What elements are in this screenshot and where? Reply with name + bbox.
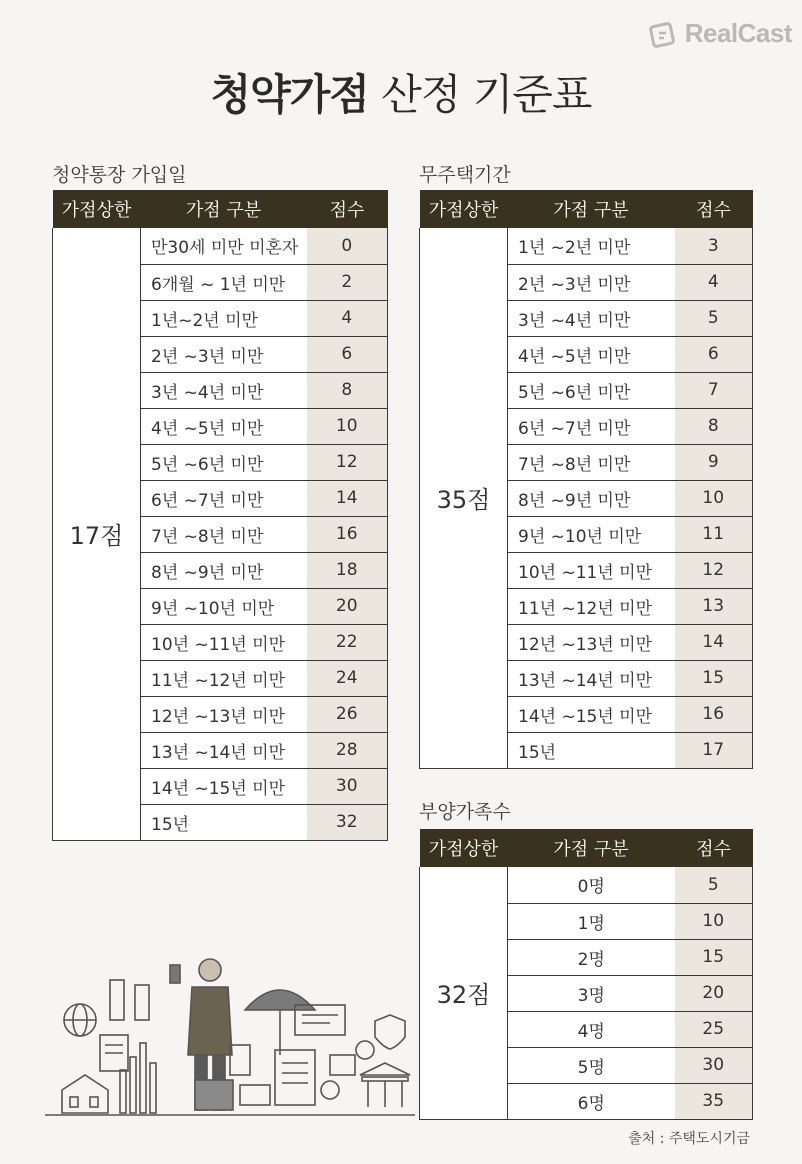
range-cell: 12년 ~13년 미만 [508, 624, 675, 660]
score-cell: 5 [675, 300, 753, 336]
header-cap: 가점상한 [420, 190, 508, 228]
range-cell: 14년 ~15년 미만 [141, 768, 307, 804]
section-label-subscription: 청약통장 가입일 [52, 164, 187, 186]
header-cap: 가점상한 [420, 829, 508, 867]
score-cell: 28 [307, 732, 388, 768]
range-cell: 6년 ~7년 미만 [508, 408, 675, 444]
subscription-table [52, 190, 388, 841]
score-cell: 10 [307, 408, 388, 444]
header-score: 점수 [675, 829, 753, 867]
table-row [420, 228, 753, 264]
score-cell: 7 [675, 372, 753, 408]
score-cap: 35점 [420, 228, 508, 768]
range-cell: 2년 ~3년 미만 [508, 264, 675, 300]
range-cell: 5년 ~6년 미만 [508, 372, 675, 408]
score-cell: 15 [675, 939, 753, 975]
score-cell: 11 [675, 516, 753, 552]
finance-illustration [40, 945, 420, 1130]
score-cell: 9 [675, 444, 753, 480]
header-range: 가점 구분 [508, 829, 675, 867]
range-cell: 4년 ~5년 미만 [508, 336, 675, 372]
score-cell: 10 [675, 480, 753, 516]
table-header [420, 829, 753, 867]
range-cell: 0명 [508, 867, 675, 903]
homeless-table [419, 190, 753, 769]
header-score: 점수 [307, 190, 388, 228]
range-cell: 11년 ~12년 미만 [141, 660, 307, 696]
table-row [53, 228, 388, 264]
range-cell: 12년 ~13년 미만 [141, 696, 307, 732]
score-cell: 8 [307, 372, 388, 408]
score-cell: 20 [675, 975, 753, 1011]
score-cell: 14 [675, 624, 753, 660]
score-cell: 3 [675, 228, 753, 264]
range-cell: 13년 ~14년 미만 [141, 732, 307, 768]
score-cell: 16 [307, 516, 388, 552]
range-cell: 만30세 미만 미혼자 [141, 228, 307, 264]
range-cell: 14년 ~15년 미만 [508, 696, 675, 732]
range-cell: 6명 [508, 1083, 675, 1119]
score-cell: 2 [307, 264, 388, 300]
table-header [53, 190, 388, 228]
score-cell: 17 [675, 732, 753, 768]
range-cell: 9년 ~10년 미만 [508, 516, 675, 552]
range-cell: 5명 [508, 1047, 675, 1083]
section-label-homeless: 무주택기간 [419, 164, 511, 186]
page-title [0, 62, 802, 122]
score-cell: 6 [675, 336, 753, 372]
score-cell: 6 [307, 336, 388, 372]
source-credit: 출처 : 주택도시기금 [628, 1131, 750, 1147]
logo-mark-icon [649, 19, 679, 49]
range-cell: 13년 ~14년 미만 [508, 660, 675, 696]
score-cap: 32점 [420, 867, 508, 1119]
range-cell: 7년 ~8년 미만 [508, 444, 675, 480]
header-range: 가점 구분 [141, 190, 307, 228]
range-cell: 1명 [508, 903, 675, 939]
range-cell: 1년~2년 미만 [141, 300, 307, 336]
range-cell: 10년 ~11년 미만 [141, 624, 307, 660]
range-cell: 15년 [508, 732, 675, 768]
score-cell: 30 [307, 768, 388, 804]
score-cell: 14 [307, 480, 388, 516]
score-cell: 25 [675, 1011, 753, 1047]
score-cell: 20 [307, 588, 388, 624]
range-cell: 2명 [508, 939, 675, 975]
dependents-table [419, 829, 753, 1120]
range-cell: 6년 ~7년 미만 [141, 480, 307, 516]
score-cell: 16 [675, 696, 753, 732]
range-cell: 9년 ~10년 미만 [141, 588, 307, 624]
header-range: 가점 구분 [508, 190, 675, 228]
range-cell: 15년 [141, 804, 307, 840]
score-cell: 22 [307, 624, 388, 660]
score-cell: 26 [307, 696, 388, 732]
range-cell: 3년 ~4년 미만 [141, 372, 307, 408]
logo-text: RealCast [684, 18, 792, 48]
score-cell: 32 [307, 804, 388, 840]
score-cell: 8 [675, 408, 753, 444]
range-cell: 11년 ~12년 미만 [508, 588, 675, 624]
brand-logo [649, 18, 792, 49]
range-cell: 3년 ~4년 미만 [508, 300, 675, 336]
score-cell: 30 [675, 1047, 753, 1083]
score-cell: 5 [675, 867, 753, 903]
score-cell: 18 [307, 552, 388, 588]
score-cell: 12 [675, 552, 753, 588]
score-cell: 15 [675, 660, 753, 696]
range-cell: 2년 ~3년 미만 [141, 336, 307, 372]
score-cell: 10 [675, 903, 753, 939]
score-cell: 12 [307, 444, 388, 480]
score-cell: 24 [307, 660, 388, 696]
range-cell: 7년 ~8년 미만 [141, 516, 307, 552]
score-cell: 13 [675, 588, 753, 624]
section-label-dependents: 부양가족수 [419, 801, 511, 823]
score-cell: 4 [307, 300, 388, 336]
score-cell: 35 [675, 1083, 753, 1119]
score-cell: 0 [307, 228, 388, 264]
range-cell: 6개월 ~ 1년 미만 [141, 264, 307, 300]
range-cell: 3명 [508, 975, 675, 1011]
score-cap: 17점 [53, 228, 141, 840]
range-cell: 10년 ~11년 미만 [508, 552, 675, 588]
range-cell: 1년 ~2년 미만 [508, 228, 675, 264]
table-header [420, 190, 753, 228]
score-cell: 4 [675, 264, 753, 300]
title-light: 산정 기준표 [381, 70, 592, 119]
header-score: 점수 [675, 190, 753, 228]
range-cell: 8년 ~9년 미만 [141, 552, 307, 588]
range-cell: 4명 [508, 1011, 675, 1047]
header-cap: 가점상한 [53, 190, 141, 228]
range-cell: 8년 ~9년 미만 [508, 480, 675, 516]
range-cell: 4년 ~5년 미만 [141, 408, 307, 444]
range-cell: 5년 ~6년 미만 [141, 444, 307, 480]
table-row [420, 867, 753, 903]
title-bold: 청약가점 [210, 70, 369, 119]
